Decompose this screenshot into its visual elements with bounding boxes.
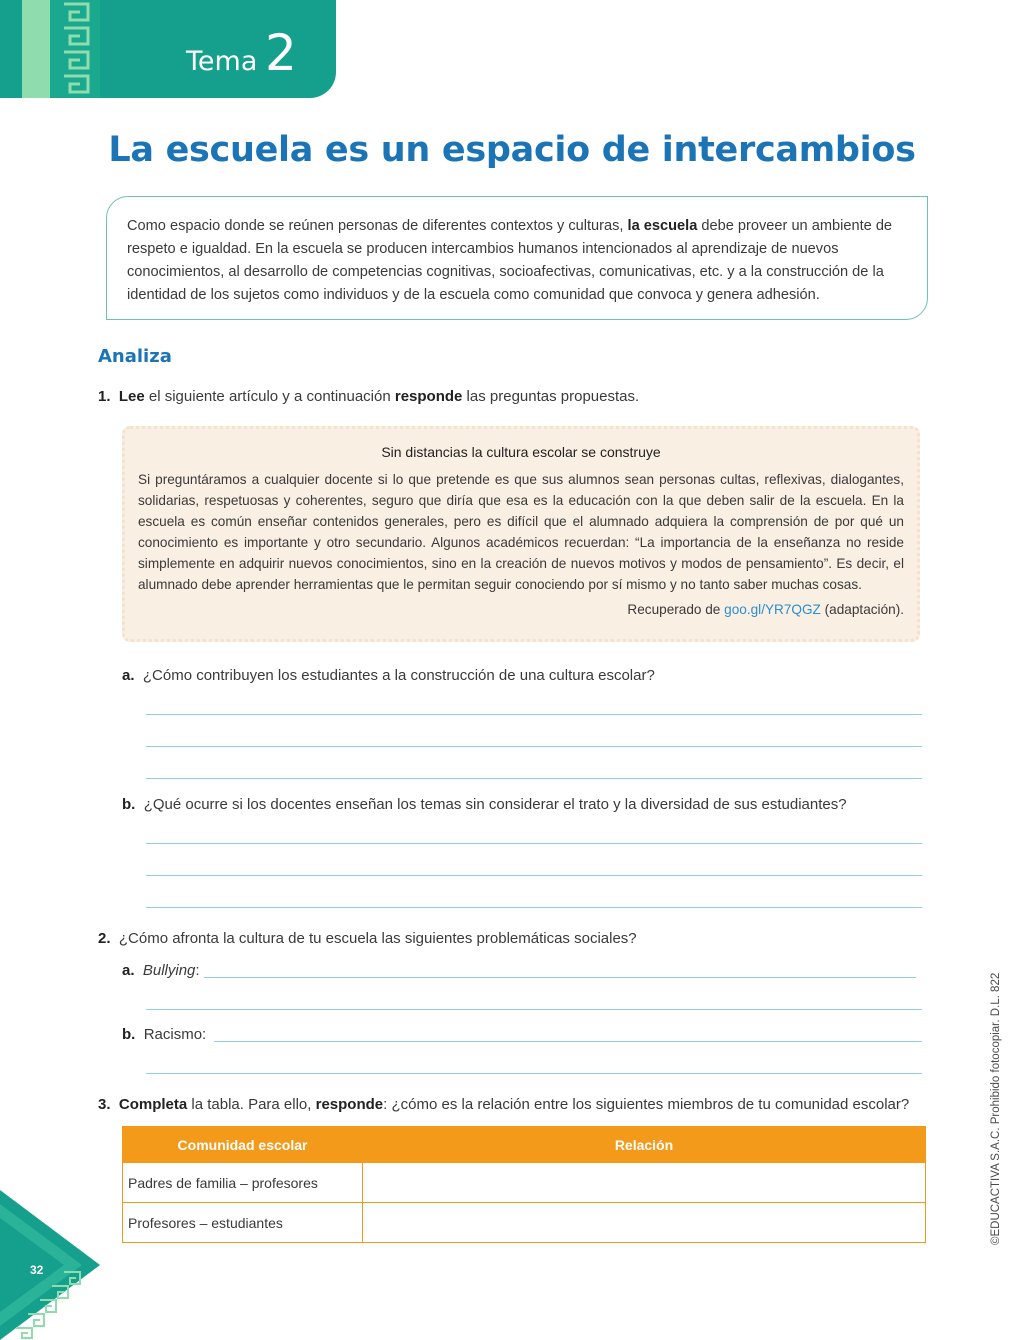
greek-key-pattern [60, 0, 92, 98]
q1-bold-2: responde [394, 388, 463, 405]
corner-decoration [0, 1190, 100, 1340]
q3-bold-2: responde [315, 1096, 384, 1113]
answer-line[interactable] [146, 1009, 922, 1010]
q1-bold-1: Lee [118, 388, 145, 405]
section-heading: Analiza [98, 346, 172, 367]
question-text: ¿Cómo contribuyen los estudiantes a la construcción de una cultura escolar? [142, 667, 655, 684]
table-header-row [123, 1127, 926, 1163]
article-title: Sin distancias la cultura escolar se construye [381, 444, 661, 460]
question-letter: b. [122, 796, 136, 813]
q1-text-1: el siguiente artículo y a continuación [144, 388, 395, 405]
answer-line[interactable] [146, 1073, 922, 1074]
answer-line[interactable] [146, 843, 922, 844]
table-answer-cell[interactable] [363, 1203, 926, 1243]
question-letter: b. [122, 1026, 136, 1043]
intro-text-2: debe proveer un ambiente de respeto e igualdad. En la escuela se producen intercambios humanos intencionados al aprendizaje de nuevos conocimientos, al desarrollo de competencias cognitivas, socioafectivas, comunicativas, etc. y a la construcción de la identidad de los sujetos como individuos y de la escuela como comunidad que convoca y genera adhesión. [127, 218, 893, 303]
page-title: La escuela es un espacio de intercambios [108, 130, 916, 170]
answer-line[interactable] [146, 778, 922, 779]
table-row [123, 1203, 926, 1243]
question-number: 3. [98, 1096, 111, 1113]
question-letter: a. [122, 962, 135, 979]
tema-label: Tema [186, 46, 258, 77]
answer-line[interactable] [146, 907, 922, 908]
tema-number: 2 [265, 24, 297, 82]
source-suffix: (adaptación). [820, 602, 904, 617]
article-body: Si preguntáramos a cualquier docente si lo que pretende es que sus alumnos sean personas cultas, reflexivas, dialogantes, solidarias, respetuosas y coherentes, seguro que diría que esa es la educación con la que deben salir de la escuela. En la escuela es común enseñar contenidos generales, pero es difícil que el alumnado adquiera la comprensión de por qué un conocimiento es importante y otro secundario. Algunos académicos recuerdan: “La importancia de la enseñanza no reside simplemente en adquirir nuevos conocimientos, sino en la creación de nuevos motivos y modos de pensamiento”. Es decir, el alumnado debe aprender herramientas que le permitan seguir conociendo por sí mismo y no tanto saber muchas cosas. [138, 472, 904, 592]
copyright-notice: ©EDUCACTIVA S.A.C. Prohibido fotocopiar. D.L. 822 [990, 972, 1002, 1245]
q3-bold-1: Completa [118, 1096, 188, 1113]
q1-text-2: las preguntas propuestas. [462, 388, 640, 405]
question-3 [98, 1096, 909, 1113]
question-number: 2. [98, 930, 111, 947]
question-1b [122, 796, 847, 813]
table-cell: Padres de familia – profesores [123, 1163, 363, 1203]
table-cell: Profesores – estudiantes [123, 1203, 363, 1243]
relation-table [122, 1126, 926, 1243]
table-header-cell: Comunidad escolar [123, 1127, 363, 1163]
question-1 [98, 388, 639, 405]
q3-text-1: la tabla. Para ello, [187, 1096, 316, 1113]
q3-text-2: : ¿cómo es la relación entre los siguientes miembros de tu comunidad escolar? [383, 1096, 910, 1113]
answer-line[interactable] [146, 714, 922, 715]
question-text: ¿Cómo afronta la cultura de tu escuela las siguientes problemáticas sociales? [118, 930, 637, 947]
question-number: 1. [98, 388, 111, 405]
intro-text-1: Como espacio donde se reúnen personas de diferentes contextos y culturas, [127, 218, 628, 234]
question-2 [98, 930, 637, 947]
answer-line[interactable] [214, 1041, 922, 1042]
question-2b [122, 1026, 206, 1043]
question-1a [122, 667, 655, 684]
source-prefix: Recuperado de [627, 602, 725, 617]
page-number: 32 [30, 1263, 44, 1277]
question-letter: a. [122, 667, 135, 684]
tab-stripe-light [22, 0, 50, 98]
question-text: ¿Qué ocurre si los docentes enseñan los temas sin considerar el trato y la diversidad de sus estudiantes? [143, 796, 847, 813]
intro-bold: la escuela [627, 218, 698, 234]
intro-box [106, 196, 928, 320]
source-link[interactable]: goo.gl/YR7QGZ [724, 602, 821, 617]
question-2a: a. Bullying: [122, 962, 200, 979]
table-header-cell: Relación [363, 1127, 926, 1163]
table-row [123, 1163, 926, 1203]
answer-line[interactable] [146, 746, 922, 747]
racismo-label: Racismo: [143, 1026, 207, 1043]
article-source [138, 599, 904, 620]
answer-line[interactable] [146, 875, 922, 876]
tema-tab [0, 0, 336, 98]
answer-line[interactable] [204, 977, 916, 978]
article-box [122, 426, 920, 642]
bullying-label: Bullying [142, 962, 196, 979]
table-answer-cell[interactable] [363, 1163, 926, 1203]
